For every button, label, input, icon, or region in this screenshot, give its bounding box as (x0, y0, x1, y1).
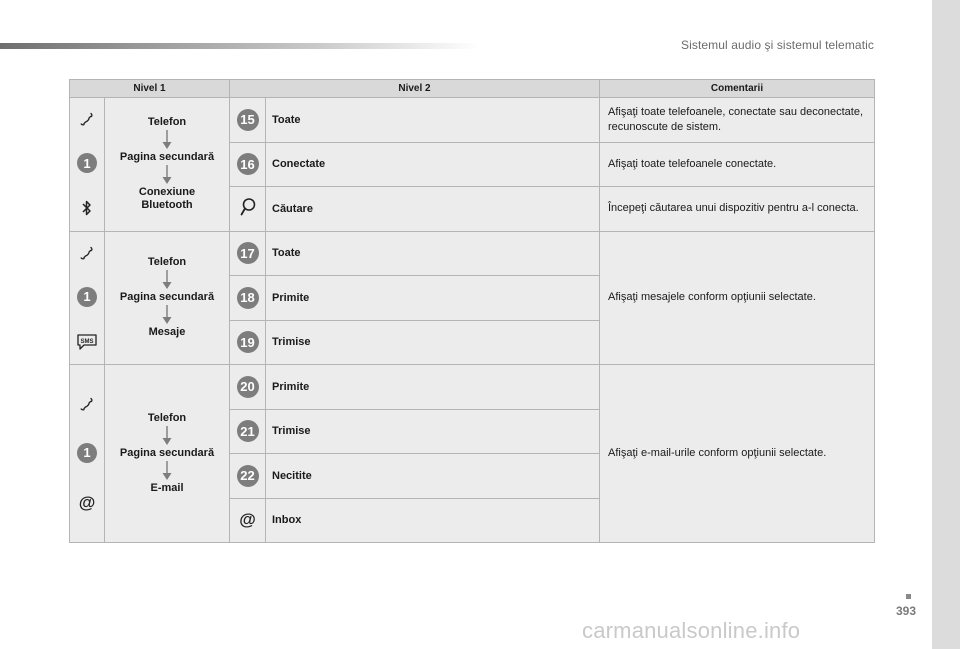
page-header-title: Sistemul audio şi sistemul telematic (680, 38, 874, 52)
badge-cell (230, 98, 266, 143)
watermark: carmanualsonline.info (582, 618, 801, 643)
callout-badge: 18 (237, 287, 259, 309)
level1-step: Pagina secundară (119, 447, 215, 459)
badge-cell (230, 498, 266, 543)
badge-cell (230, 142, 266, 187)
header-level1: Nivel 1 (70, 80, 230, 98)
callout-badge: 22 (237, 465, 259, 487)
option-comment: Afişaţi mesajele conform opţiunii selectate. (600, 231, 875, 365)
option-name: Inbox (266, 498, 600, 543)
level1-step: Telefon (147, 412, 187, 424)
option-comment: Afişaţi toate telefoanele conectate. (600, 142, 875, 187)
down-arrow-icon (161, 164, 173, 186)
page-number: 393 (896, 604, 917, 618)
option-name: Necitite (266, 454, 600, 499)
option-name: Conectate (266, 142, 600, 187)
phone-icon (77, 394, 97, 414)
header-gradient-bar (0, 43, 480, 49)
level1-step: E-mail (150, 482, 184, 494)
group3-icons (70, 365, 105, 543)
level1-step: Mesaje (148, 326, 186, 339)
badge-cell (230, 231, 266, 276)
down-arrow-icon (161, 129, 173, 151)
option-name: Toate (266, 231, 600, 276)
svg-text:SMS: SMS (80, 338, 94, 345)
callout-badge: 17 (237, 242, 259, 264)
group2-level1-path (105, 231, 230, 365)
search-icon (239, 197, 257, 217)
option-name: Primite (266, 276, 600, 321)
header-level2: Nivel 2 (230, 80, 600, 98)
callout-badge: 15 (237, 109, 259, 131)
bluetooth-icon (76, 197, 98, 219)
step-number-badge: 1 (77, 443, 97, 463)
option-name: Trimise (266, 409, 600, 454)
badge-cell (230, 320, 266, 365)
level1-step: Pagina secundară (119, 151, 215, 164)
down-arrow-icon (161, 425, 173, 447)
table-row (70, 98, 875, 143)
badge-cell (230, 187, 266, 232)
callout-badge: 20 (237, 376, 259, 398)
table-row (70, 231, 875, 276)
badge-cell (230, 409, 266, 454)
option-name: Primite (266, 365, 600, 410)
page-marker (906, 594, 911, 599)
callout-badge: 16 (237, 153, 259, 175)
group3-level1-path (105, 365, 230, 543)
callout-badge: 19 (237, 331, 259, 353)
group2-icons (70, 231, 105, 365)
down-arrow-icon (161, 304, 173, 326)
group1-icons (70, 98, 105, 232)
step-number-badge: 1 (77, 287, 97, 307)
option-comment: Afişaţi toate telefoanele, conectate sau deconectate, recunoscute de sistem. (600, 98, 875, 143)
phone-icon (77, 109, 97, 129)
table-header-row (70, 80, 875, 98)
badge-cell (230, 276, 266, 321)
badge-cell (230, 365, 266, 410)
level1-step: Pagina secundară (119, 291, 215, 304)
sms-icon (76, 331, 98, 353)
callout-badge: 21 (237, 420, 259, 442)
settings-table (69, 79, 875, 543)
down-arrow-icon (161, 460, 173, 482)
option-name: Toate (266, 98, 600, 143)
badge-cell (230, 454, 266, 499)
phone-icon (77, 243, 97, 263)
group1-level1-path (105, 98, 230, 232)
option-comment: Afişaţi e-mail-urile conform opţiunii selectate. (600, 365, 875, 543)
option-name: Trimise (266, 320, 600, 365)
page-edge-strip (932, 0, 960, 649)
at-icon: @ (239, 510, 256, 530)
step-number-badge: 1 (77, 153, 97, 173)
option-name: Căutare (266, 187, 600, 232)
down-arrow-icon (161, 269, 173, 291)
level1-step: Telefon (147, 256, 187, 269)
level1-step: Telefon (147, 116, 187, 129)
option-comment: Începeţi căutarea unui dispozitiv pentru a-l conecta. (600, 187, 875, 232)
level1-step: Conexiune Bluetooth (138, 186, 196, 212)
header-comments: Comentarii (600, 80, 875, 98)
at-icon: @ (78, 492, 96, 512)
table-row (70, 365, 875, 410)
